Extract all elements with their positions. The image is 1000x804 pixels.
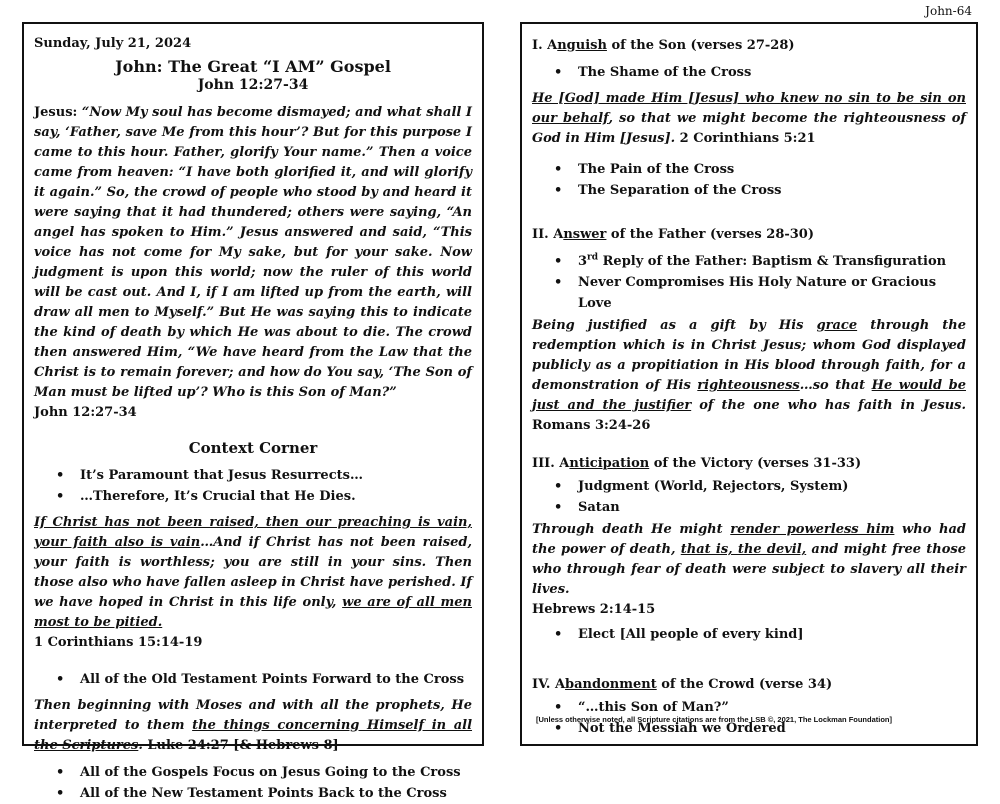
quote-text: .: [138, 738, 143, 753]
quote-underline: render powerless him: [730, 522, 895, 537]
quote-text: who had the power of death,: [532, 522, 966, 557]
section-suffix: of the Crowd (verse 34): [656, 677, 833, 692]
corinthians-reference: 1 Corinthians 15:14-19: [34, 635, 203, 650]
list-item: • The Shame of the Cross: [532, 62, 966, 83]
section-heading-answer: [532, 225, 966, 245]
quote-underline: we are of all men most to be pitied.: [34, 595, 472, 630]
ordinal-number: 3: [578, 254, 588, 269]
section-keyword: nguish: [557, 38, 607, 53]
quote-text: and might free those who through fear of death were subject to slavery all their lives.: [532, 542, 966, 597]
scripture-passage: [34, 103, 472, 403]
list-item: • Satan: [532, 497, 966, 518]
list-item: • Judgment (World, Rejectors, System): [532, 476, 966, 497]
list-item: • All of the New Testament Points Back to the Cross: [34, 783, 472, 804]
quote-underline: the things concerning Himself in all the Scriptures: [34, 718, 473, 753]
passage-text: “Now My soul has become dismayed; and what shall I say, ‘Father, save Me from this hour’? But for this purpose I came to this hour. Father, glorify Your name.” Then a voice came from heaven: “I have both glorified it, and will glorify it again.” So, the crowd of people who stood by and heard it were saying that it had thundered; others were saying, “An angel has spoken to Him.” Jesus answered and said, “This voice has not come for My sake, but for your sake. Now judgment is upon this world; now the ruler of this world will be cast out. And I, if I am lifted up from the earth, will draw all men to Myself.” But He was saying this to indicate the kind of death by which He was about to die. The crowd then answered Him, “We have heard from the Law that the Christ is to remain forever; and how do You say, ‘The Son of Man must be lifted up’? Who is this Son of Man?”: [34, 105, 472, 400]
quote-text: , so that we might become the righteousness of God in Him [Jesus].: [532, 111, 966, 146]
section-heading-anguish: [532, 36, 966, 56]
right-panel: [520, 22, 978, 746]
quote-text: through the redemption which is in Christ Jesus; whom God displayed publicly as a propitiation in His blood through faith, for a demonstration of His: [532, 318, 966, 393]
passage-reference: John 12:27-34: [34, 405, 137, 420]
ordinal-suffix: rd: [587, 252, 599, 263]
context-bullets: [34, 465, 472, 507]
passage-speaker: Jesus:: [34, 105, 78, 120]
quote-underline: He [God] made Him [Jesus] who knew no sin to be sin on our behalf: [532, 91, 966, 126]
page-number-tag: John-64: [925, 4, 972, 18]
section-suffix: of the Victory (verses 31-33): [649, 456, 862, 471]
quote-text: …so that: [799, 378, 872, 393]
list-item: • All of the Old Testament Points Forward to the Cross: [34, 669, 472, 690]
quote-text: Then beginning with Moses and with all the prophets, He interpreted to them: [34, 698, 472, 733]
answer-bullets: [532, 251, 966, 314]
anguish-bullets-2: [532, 159, 966, 201]
bullet-text: Reply of the Father: Baptism & Transfiguration: [598, 254, 947, 269]
scripture-footnote: [Unless otherwise noted, all Scripture citations are from the LSB ©, 2021, The Lockman Foundation]: [536, 715, 893, 724]
quote-underline: If Christ has not been raised, then our preaching is vain, your faith also is vain: [34, 515, 472, 550]
quote-underline: grace: [816, 318, 858, 333]
quote-text: Through death He might: [532, 522, 731, 537]
list-item: • Never Compromises His Holy Nature or Gracious Love: [532, 272, 966, 314]
section-keyword: nswer: [563, 227, 607, 242]
sermon-date: Sunday, July 21, 2024: [34, 36, 192, 51]
corinthians-5-quote: [532, 89, 966, 149]
list-item: • The Pain of the Cross: [532, 159, 966, 180]
quote-reference: 2 Corinthians 5:21: [675, 131, 816, 146]
quote-underline: He would be just and the justifier: [532, 378, 966, 413]
quote-underline: righteousness: [697, 378, 800, 393]
sermon-title: John: The Great “I AM” Gospel: [115, 57, 391, 76]
section-prefix: III. A: [532, 456, 570, 471]
list-item: [532, 251, 966, 272]
list-item: • Not the Messiah we Ordered: [532, 718, 966, 739]
anguish-bullets-1: [532, 62, 966, 83]
quote-text: of the one who has faith in Jesus.: [691, 398, 966, 413]
hebrews-quote: [532, 520, 966, 600]
sermon-subtitle: John 12:27-34: [197, 77, 309, 93]
quote-text: …And if Christ has not been raised, your faith is worthless; you are still in your sins. Then those also who have fallen asleep in Christ have perished. If we have hoped in Christ in this life only,: [34, 535, 473, 610]
list-item: • Elect [All people of every kind]: [532, 624, 966, 645]
section-prefix: IV. A: [532, 677, 566, 692]
hebrews-reference: Hebrews 2:14-15: [532, 602, 656, 617]
section-suffix: of the Son (verses 27-28): [606, 38, 795, 53]
luke-quote: [34, 696, 472, 756]
section-suffix: of the Father (verses 28-30): [606, 227, 815, 242]
context-corner-heading: Context Corner: [188, 439, 318, 457]
list-item: • The Separation of the Cross: [532, 180, 966, 201]
list-item: • “…this Son of Man?”: [532, 697, 966, 718]
corinthians-quote: [34, 513, 472, 633]
elect-bullet: [532, 624, 966, 645]
list-item: • …Therefore, It’s Crucial that He Dies.: [34, 486, 472, 507]
list-item: • It’s Paramount that Jesus Resurrects…: [34, 465, 472, 486]
list-item: • All of the Gospels Focus on Jesus Going to the Cross: [34, 762, 472, 783]
section-heading-abandonment: [532, 675, 966, 695]
section-keyword: nticipation: [569, 456, 650, 471]
quote-underline: that is, the devil,: [680, 542, 807, 557]
left-panel: [22, 22, 484, 801]
final-bullets: [34, 762, 472, 804]
ot-bullets: [34, 669, 472, 690]
luke-reference: Luke 24:27 [& Hebrews 8]: [142, 738, 339, 753]
section-heading-anticipation: [532, 454, 966, 474]
anticipation-bullets: [532, 476, 966, 518]
romans-quote: [532, 316, 966, 436]
section-prefix: II. A: [532, 227, 564, 242]
section-keyword: bandonment: [565, 677, 657, 692]
quote-text: Being justified as a gift by His: [532, 318, 817, 333]
section-prefix: I. A: [532, 38, 558, 53]
quote-reference: Romans 3:24-26: [532, 418, 651, 433]
